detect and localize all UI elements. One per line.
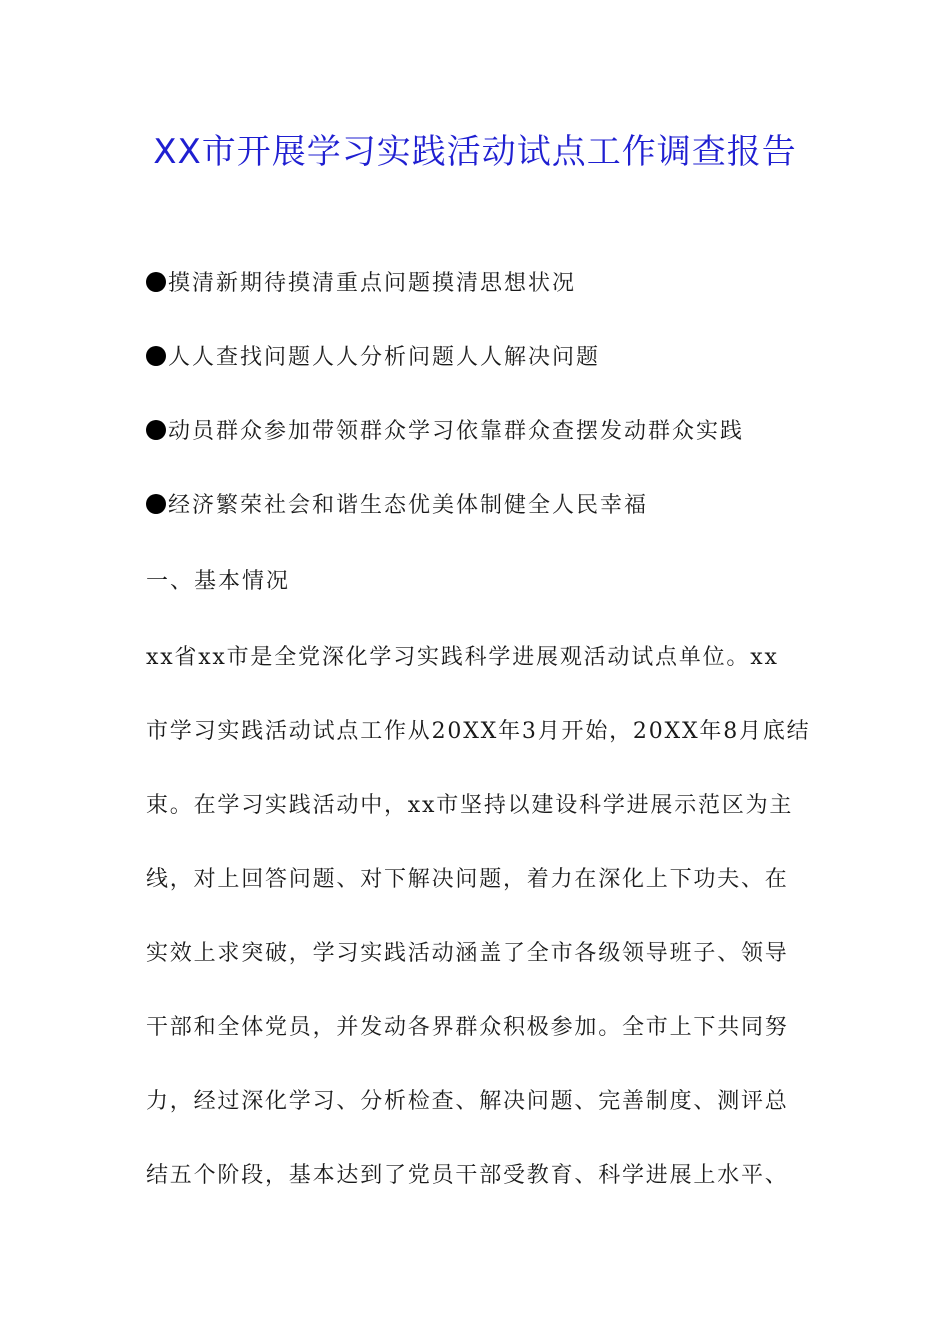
bullet-text: 动员群众参加带领群众学习依靠群众查摆发动群众实践 (168, 419, 745, 444)
section-heading: 一、基本情况 (146, 569, 291, 594)
bullet-item (146, 336, 826, 410)
paragraph-line: 束。在学习实践活动中，xx市坚持以建设科学进展示范区为主 (146, 793, 794, 818)
paragraph-line: 市学习实践活动试点工作从20XX年3月开始，20XX年8月底结 (146, 719, 811, 744)
bullet-item (146, 484, 826, 558)
bullet-item (146, 262, 826, 336)
paragraph-line: 实效上求突破，学习实践活动涵盖了全市各级领导班子、领导 (146, 941, 789, 966)
document-title: XX市开展学习实践活动试点工作调查报告 (153, 132, 797, 172)
paragraph-line: xx省xx市是全党深化学习实践科学进展观活动试点单位。xx (146, 645, 779, 670)
bullet-dot-icon (146, 346, 166, 366)
paragraph-line: 干部和全体党员，并发动各界群众积极参加。全市上下共同努 (146, 1015, 789, 1040)
paragraph-line: 力，经过深化学习、分析检查、解决问题、完善制度、测评总 (146, 1089, 789, 1114)
bullet-list (146, 262, 826, 558)
bullet-text: 摸清新期待摸清重点问题摸清思想状况 (168, 271, 577, 296)
bullet-dot-icon (146, 272, 166, 292)
paragraph-line: 结五个阶段，基本达到了党员干部受教育、科学进展上水平、 (146, 1163, 789, 1188)
paragraph-line: 线，对上回答问题、对下解决问题，着力在深化上下功夫、在 (146, 867, 789, 892)
bullet-text: 经济繁荣社会和谐生态优美体制健全人民幸福 (168, 493, 649, 518)
body-paragraph (146, 636, 811, 1228)
bullet-item (146, 410, 826, 484)
bullet-dot-icon (146, 494, 166, 514)
bullet-dot-icon (146, 420, 166, 440)
bullet-text: 人人查找问题人人分析问题人人解决问题 (168, 345, 601, 370)
